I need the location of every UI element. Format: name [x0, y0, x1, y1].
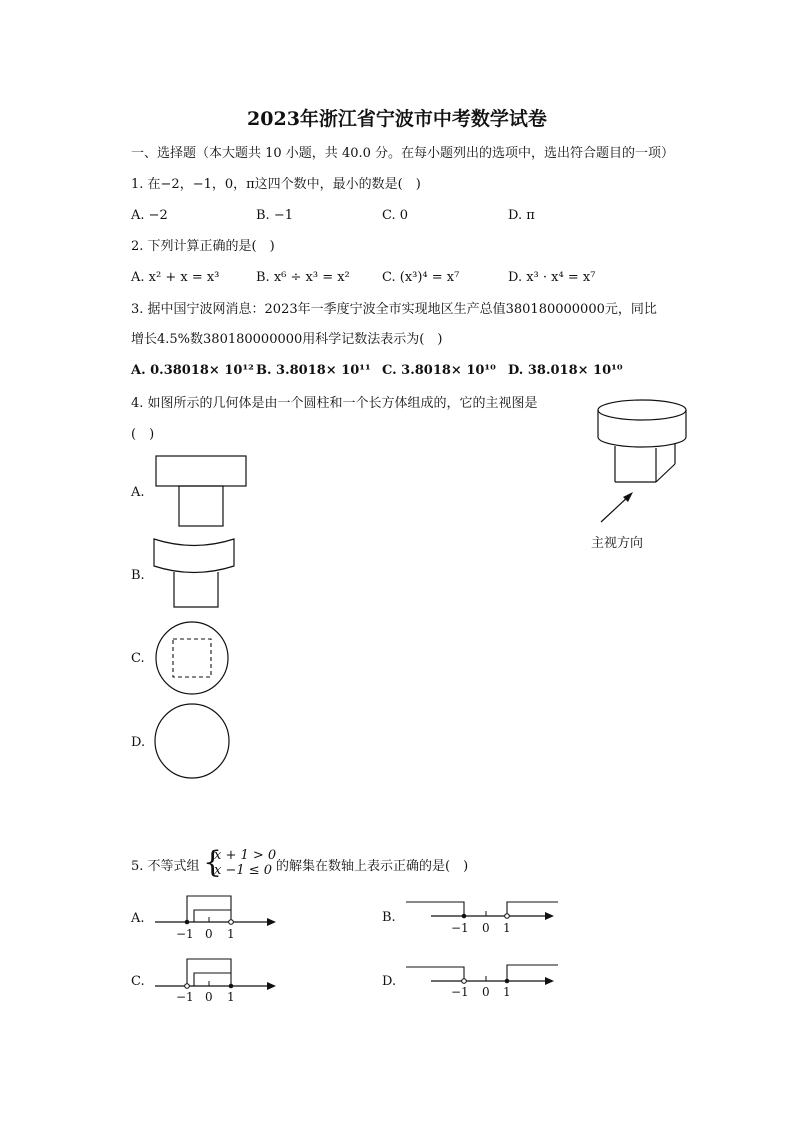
q5-system-brace: {	[203, 845, 223, 880]
q4-option-a-figure[interactable]	[155, 455, 247, 529]
q5-b-tick-1: 1	[503, 921, 511, 935]
q5-option-a-label[interactable]: A.	[131, 911, 145, 926]
q5-option-d-label[interactable]: D.	[382, 974, 397, 989]
q4-option-d-label[interactable]: D.	[131, 735, 146, 750]
q3-option-a[interactable]: A. 0.38018× 10¹²	[131, 363, 254, 378]
q2-option-c[interactable]: C. (x³)⁴ = x⁷	[382, 270, 460, 285]
q5-a-tick-0: 0	[205, 927, 213, 941]
q4-option-a-label[interactable]: A.	[131, 485, 145, 500]
q3-option-d[interactable]: D. 38.018× 10¹⁰	[508, 363, 623, 378]
q4-option-c-label[interactable]: C.	[131, 651, 145, 666]
q5-b-tick-neg1: −1	[451, 921, 469, 935]
q3-option-c[interactable]: C. 3.8018× 10¹⁰	[382, 363, 496, 378]
q2-option-a[interactable]: A. x² + x = x³	[131, 270, 220, 285]
question-2-stem: 2. 下列计算正确的是( )	[131, 239, 275, 254]
q5-option-a-numberline[interactable]	[155, 893, 280, 929]
page-title: 2023年浙江省宁波市中考数学试卷	[247, 108, 547, 130]
q1-option-d[interactable]: D. π	[508, 208, 535, 223]
q5-system-line1: x + 1 > 0	[214, 848, 277, 863]
question-4-stem-line2: ( )	[131, 427, 155, 442]
q5-c-tick-neg1: −1	[176, 990, 194, 1004]
q3-option-b[interactable]: B. 3.8018× 10¹¹	[256, 363, 371, 378]
q5-d-tick-1: 1	[503, 985, 511, 999]
question-4-stem-line1: 4. 如图所示的几何体是由一个圆柱和一个长方体组成的，它的主视图是	[131, 396, 538, 411]
q4-solid-figure	[596, 398, 696, 528]
section-heading: 一、选择题（本大题共 10 小题，共 40.0 分。在每小题列出的选项中，选出符合题目的一项）	[131, 146, 675, 161]
question-5-stem-prefix: 5. 不等式组	[131, 859, 200, 874]
q5-a-tick-neg1: −1	[176, 927, 194, 941]
q5-b-tick-0: 0	[482, 921, 490, 935]
q4-option-c-figure[interactable]	[154, 621, 234, 695]
q4-figure-caption: 主视方向	[591, 536, 644, 551]
question-3-stem-line1: 3. 据中国宁波网消息：2023年一季度宁波全市实现地区生产总值380180000000元，同比	[131, 302, 657, 317]
question-5-stem-suffix: 的解集在数轴上表示正确的是( )	[276, 859, 469, 874]
q5-c-tick-1: 1	[227, 990, 235, 1004]
q4-option-d-figure[interactable]	[154, 703, 234, 779]
q4-option-b-figure[interactable]	[153, 538, 237, 610]
q5-option-c-numberline[interactable]	[155, 956, 280, 992]
q1-option-c[interactable]: C. 0	[382, 208, 409, 223]
q1-option-b[interactable]: B. −1	[256, 208, 293, 223]
q5-d-tick-neg1: −1	[451, 985, 469, 999]
q1-option-a[interactable]: A. −2	[131, 208, 168, 223]
q5-c-tick-0: 0	[205, 990, 213, 1004]
q2-option-b[interactable]: B. x⁶ ÷ x³ = x²	[256, 270, 350, 285]
question-1-stem: 1. 在−2，−1，0，π这四个数中，最小的数是( )	[131, 177, 421, 192]
q5-option-c-label[interactable]: C.	[131, 974, 145, 989]
q5-d-tick-0: 0	[482, 985, 490, 999]
q2-option-d[interactable]: D. x³ · x⁴ = x⁷	[508, 270, 596, 285]
q5-option-b-label[interactable]: B.	[382, 910, 396, 925]
q4-option-b-label[interactable]: B.	[131, 568, 145, 583]
q5-system-line2: x −1 ≤ 0	[214, 863, 273, 878]
q5-a-tick-1: 1	[227, 927, 235, 941]
question-3-stem-line2: 增长4.5%数380180000000用科学记数法表示为( )	[131, 332, 443, 347]
